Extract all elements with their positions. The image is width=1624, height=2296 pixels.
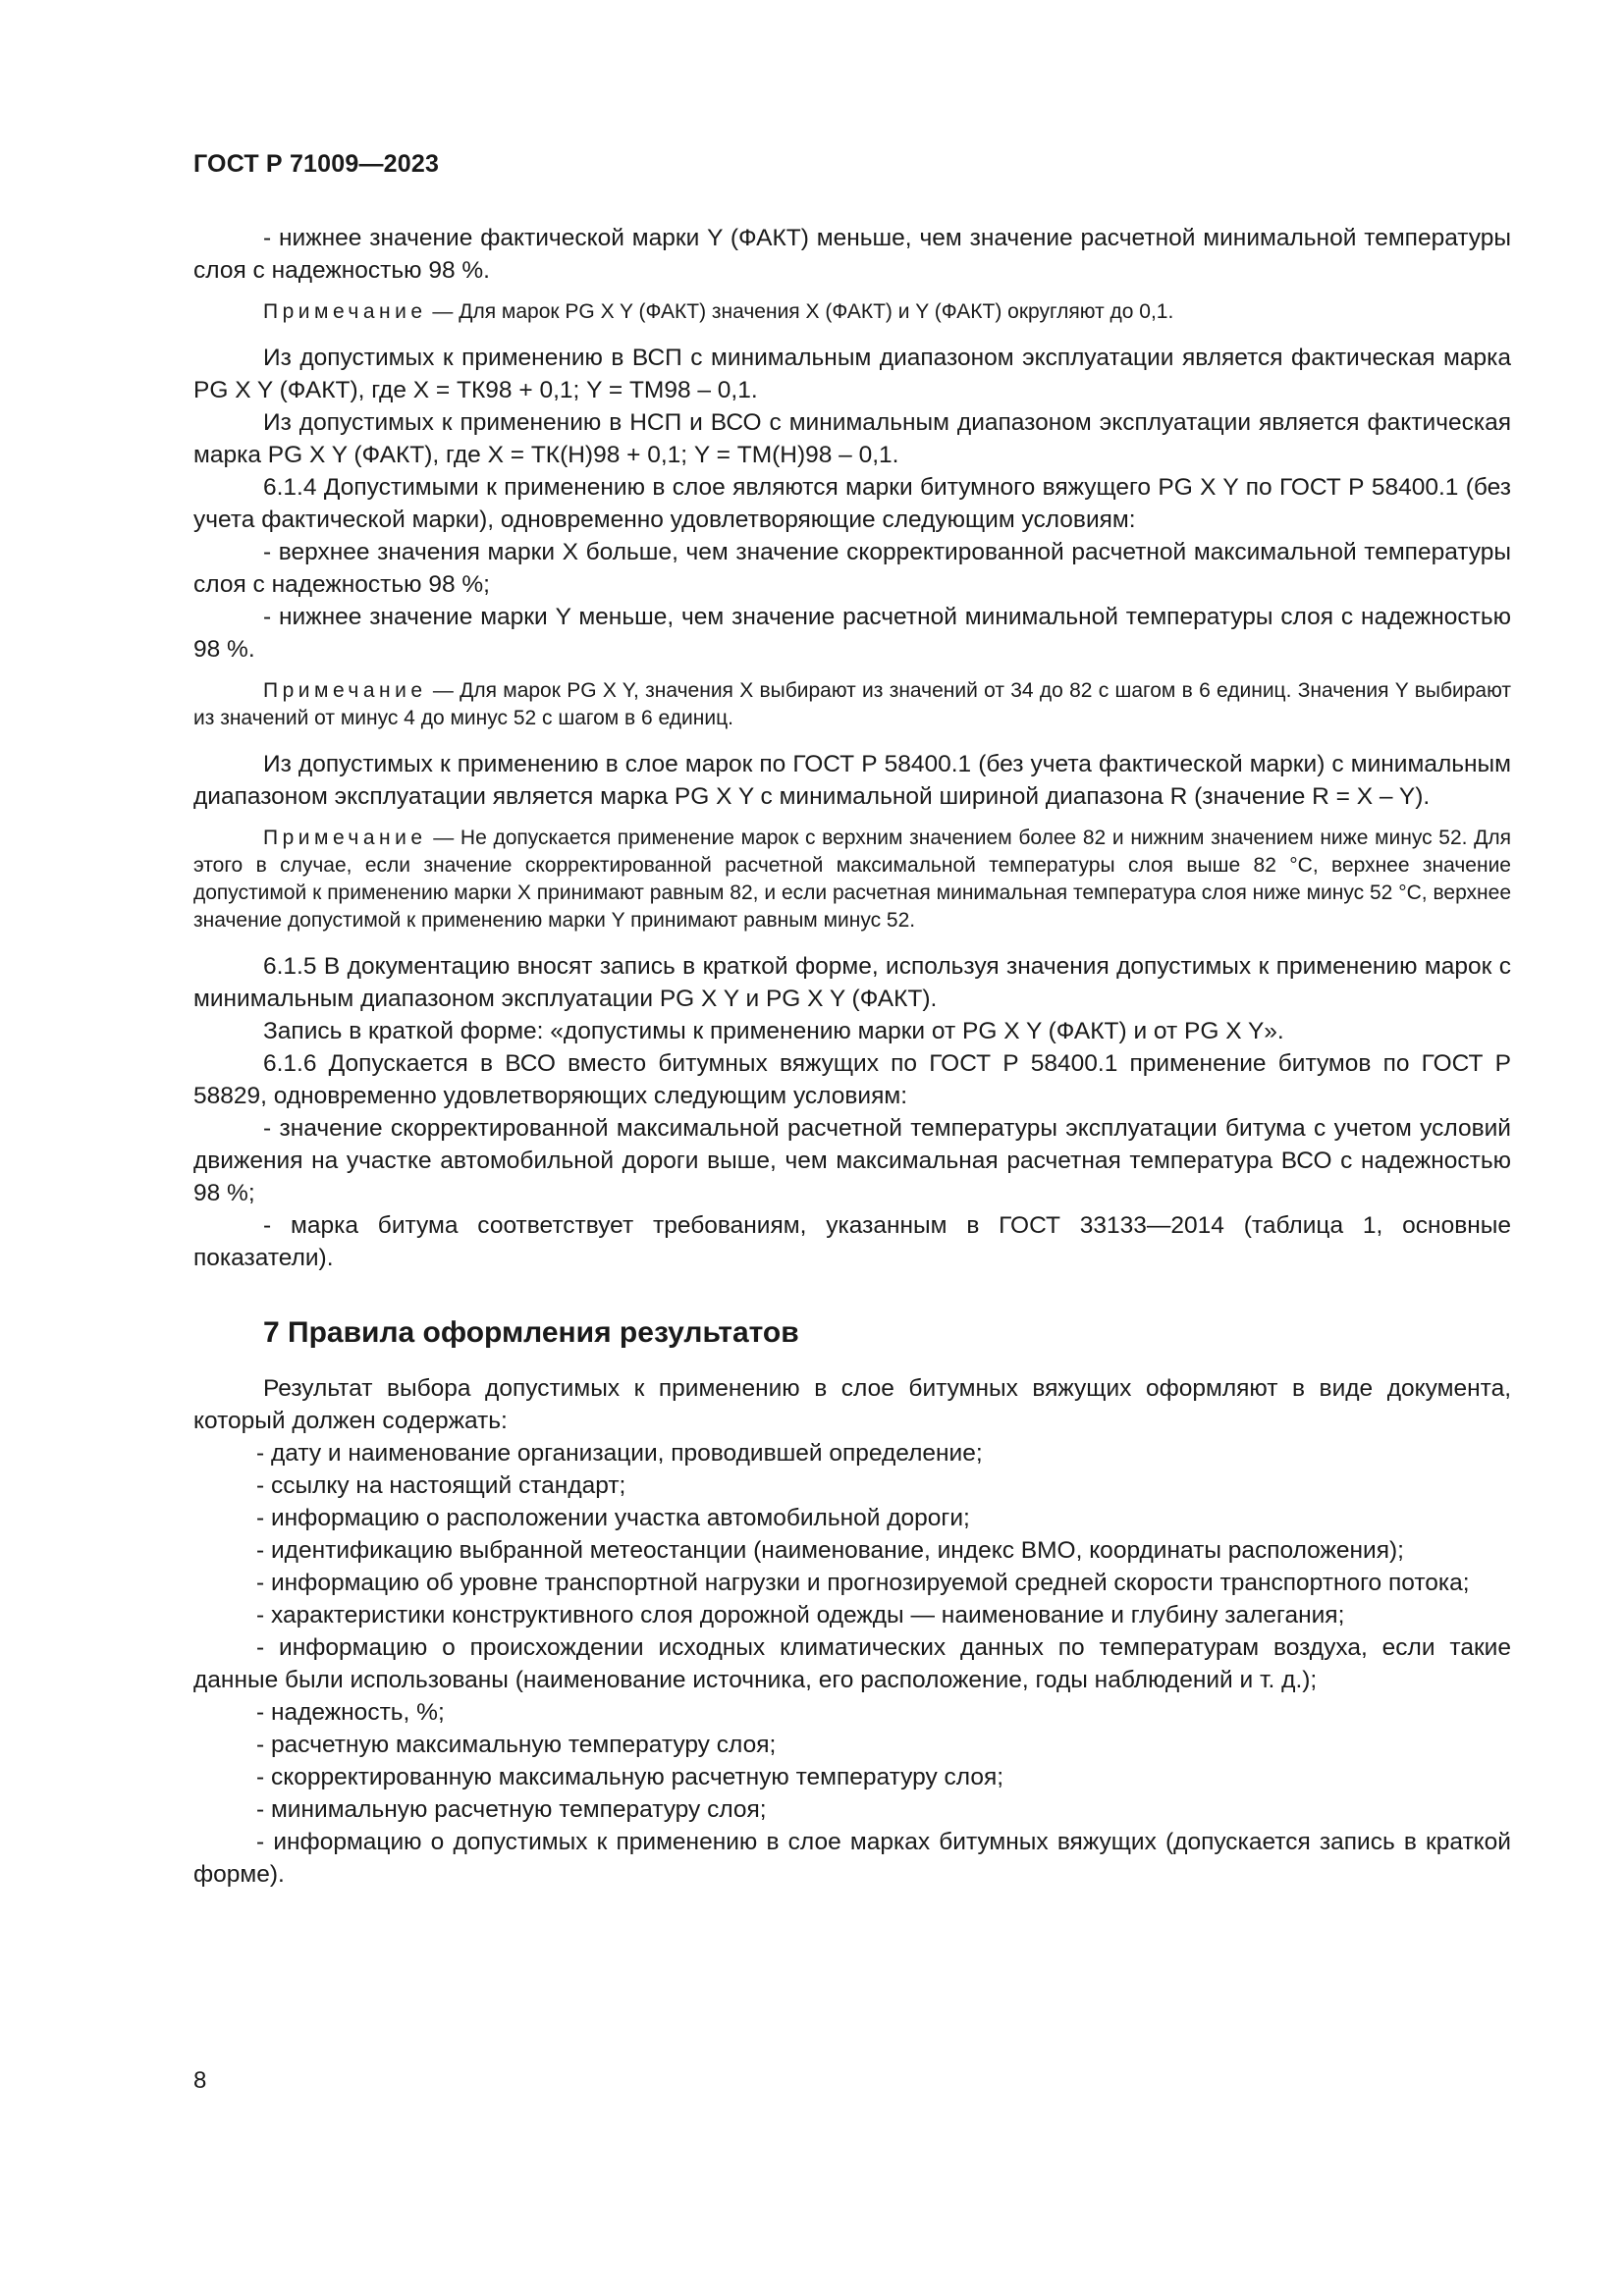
note — [193, 825, 1511, 934]
list-item: - информацию о допустимых к применению в слое марках битумных вяжущих (допускается запись в краткой форме). — [193, 1829, 1511, 1888]
section-intro: Результат выбора допустимых к применению в слое битумных вяжущих оформляют в виде документа, который должен содержать: — [193, 1375, 1511, 1434]
note-label: Примечание — [263, 300, 427, 323]
paragraph: Из допустимых к применению в слое марок по ГОСТ Р 58400.1 (без учета фактической марки) с минимальным диапазоном эксплуатации является марка PG X Y с минимальной шириной диапазона R (значение R = X – Y). — [193, 751, 1511, 810]
note — [193, 298, 1511, 326]
list-item: - дату и наименование организации, проводившей определение; — [256, 1440, 983, 1467]
paragraph: 6.1.6 Допускается в ВСО вместо битумных вяжущих по ГОСТ Р 58400.1 применение битумов по ГОСТ Р 58829, одновременно удовлетворяющих следующим условиям: — [193, 1050, 1511, 1109]
paragraph: - марка битума соответствует требованиям, указанным в ГОСТ 33133—2014 (таблица 1, основные показатели). — [193, 1212, 1511, 1271]
list-item: - минимальную расчетную температуру слоя; — [256, 1796, 767, 1823]
document-body — [193, 222, 1511, 1891]
list-item: - информацию о расположении участка автомобильной дороги; — [256, 1505, 970, 1531]
paragraph: Из допустимых к применению в НСП и ВСО с минимальным диапазоном эксплуатации является фактическая марка PG X Y (ФАКТ), где X = ТК(Н)98 + 0,1; Y = ТМ(Н)98 – 0,1. — [193, 409, 1511, 468]
list-item: - надежность, %; — [256, 1699, 445, 1726]
list-item: - идентификацию выбранной метеостанции (наименование, индекс ВМО, координаты расположения); — [256, 1537, 1404, 1564]
paragraph: Из допустимых к применению в ВСП с минимальным диапазоном эксплуатации является фактическая марка PG X Y (ФАКТ), где X = ТК98 + 0,1; Y = ТМ98 – 0,1. — [193, 345, 1511, 403]
paragraph: - нижнее значение фактической марки Y (ФАКТ) меньше, чем значение расчетной минимальной температуры слоя с надежностью 98 %. — [193, 225, 1511, 284]
note-label: Примечание — [263, 679, 427, 702]
paragraph: Запись в краткой форме: «допустимы к применению марки от PG X Y (ФАКТ) и от PG X Y». — [263, 1018, 1284, 1044]
list-item: - расчетную максимальную температуру слоя; — [256, 1732, 777, 1758]
page-number: 8 — [193, 2067, 207, 2094]
list-item: - информацию о происхождении исходных климатических данных по температурам воздуха, если такие данные были использованы (наименование источника, его расположение, годы наблюдений и т. д.); — [193, 1634, 1511, 1693]
note-text: — Не допускается применение марок с верхним значением более 82 и нижним значением ниже минус 52. Для этого в случае, если значение скорректированной расчетной максимальной температуры слоя выше 82 °С, верхнее значение допустимой к применению марки X принимают равным 82, и если расчетная минимальная температура слоя ниже минус 52 °С, верхнее значение допустимой к применению марки Y принимают равным минус 52. — [193, 827, 1511, 932]
list-item: - скорректированную максимальную расчетную температуру слоя; — [256, 1764, 1004, 1790]
paragraph: - нижнее значение марки Y меньше, чем значение расчетной минимальной температуры слоя с надежностью 98 %. — [193, 604, 1511, 663]
list-item: - характеристики конструктивного слоя дорожной одежды — наименование и глубину залегания; — [256, 1602, 1345, 1629]
paragraph: - значение скорректированной максимальной расчетной температуры эксплуатации битума с учетом условий движения на участке автомобильной дороги выше, чем максимальная расчетная температура ВСО с надежностью 98 %; — [193, 1115, 1511, 1206]
note-label: Примечание — [263, 827, 427, 849]
section-heading: 7 Правила оформления результатов — [263, 1316, 799, 1349]
document-header: ГОСТ Р 71009—2023 — [193, 150, 440, 178]
note — [193, 677, 1511, 732]
paragraph: 6.1.4 Допустимыми к применению в слое являются марки битумного вяжущего PG X Y по ГОСТ Р 58400.1 (без учета фактической марки), одновременно удовлетворяющие следующим условиям: — [193, 474, 1511, 533]
paragraph: 6.1.5 В документацию вносят запись в краткой форме, используя значения допустимых к применению марок с минимальным диапазоном эксплуатации PG X Y и PG X Y (ФАКТ). — [193, 953, 1511, 1012]
paragraph: - верхнее значения марки X больше, чем значение скорректированной расчетной максимальной температуры слоя с надежностью 98 %; — [193, 539, 1511, 598]
list-item: - информацию об уровне транспортной нагрузки и прогнозируемой средней скорости транспортного потока; — [256, 1570, 1470, 1596]
list-item: - ссылку на настоящий стандарт; — [256, 1472, 626, 1499]
note-text: — Для марок PG X Y (ФАКТ) значения X (ФАКТ) и Y (ФАКТ) округляют до 0,1. — [426, 300, 1174, 323]
note-text: — Для марок PG X Y, значения X выбирают из значений от 34 до 82 с шагом в 6 единиц. Значения Y выбирают из значений от минус 4 до минус 52 с шагом в 6 единиц. — [193, 679, 1511, 729]
